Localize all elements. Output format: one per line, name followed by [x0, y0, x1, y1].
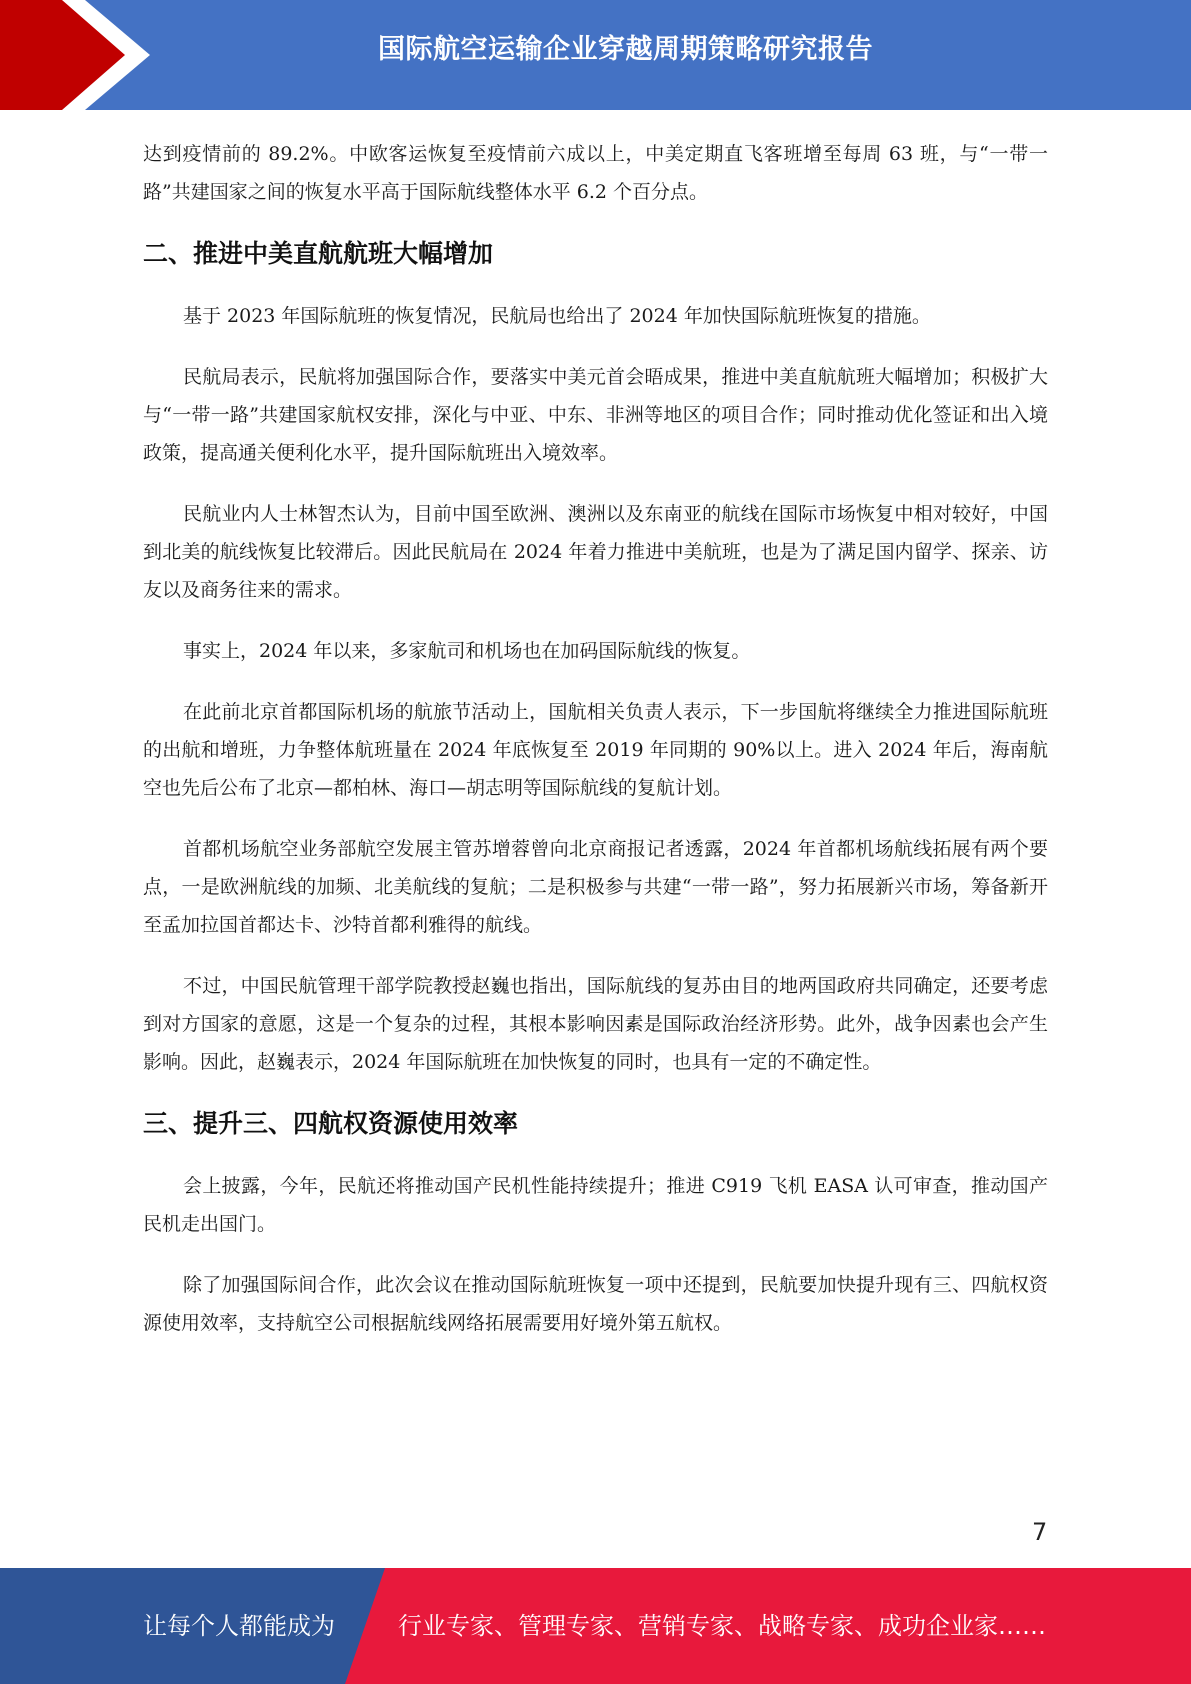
footer-slogan-left: 让每个人都能成为: [143, 1612, 335, 1640]
footer-banner: [0, 1568, 1191, 1684]
body-paragraph: 在此前北京首都国际机场的航旅节活动上，国航相关负责人表示，下一步国航将继续全力推进国际航班的出航和增班，力争整体航班量在 2024 年底恢复至 2019 年同期的 90%以上。进入 2024 年后，海南航空也先后公布了北京—都柏林、海口—胡志明等国际航线的复航计划。: [143, 701, 1048, 799]
body-paragraph: 不过，中国民航管理干部学院教授赵巍也指出，国际航线的复苏由目的地两国政府共同确定，还要考虑到对方国家的意愿，这是一个复杂的过程，其根本影响因素是国际政治经济形势。此外，战争因素也会产生影响。因此，赵巍表示，2024 年国际航班在加快恢复的同时，也具有一定的不确定性。: [143, 975, 1048, 1073]
intro-paragraph: 达到疫情前的 89.2%。中欧客运恢复至疫情前六成以上，中美定期直飞客班增至每周 63 班，与“一带一路”共建国家之间的恢复水平高于国际航线整体水平 6.2 个百分点。: [143, 143, 1048, 203]
report-title: 国际航空运输企业穿越周期策略研究报告: [378, 34, 873, 65]
page-number: 7: [1032, 1518, 1048, 1546]
section-3-title: 三、提升三、四航权资源使用效率: [143, 1109, 519, 1138]
body-paragraph: 基于 2023 年国际航班的恢复情况，民航局也给出了 2024 年加快国际航班恢复的措施。: [183, 305, 931, 327]
body-paragraph: 民航局表示，民航将加强国际合作，要落实中美元首会晤成果，推进中美直航航班大幅增加；积极扩大与“一带一路”共建国家航权安排，深化与中亚、中东、非洲等地区的项目合作；同时推动优化签证和出入境政策，提高通关便利化水平，提升国际航班出入境效率。: [143, 366, 1048, 464]
document-body: [143, 135, 1048, 1342]
body-paragraph: 会上披露，今年，民航还将推动国产民机性能持续提升；推进 C919 飞机 EASA 认可审查，推动国产民机走出国门。: [143, 1175, 1048, 1235]
footer-slogan-right: 行业专家、管理专家、营销专家、战略专家、成功企业家……: [398, 1612, 1046, 1640]
section-2-title: 二、推进中美直航航班大幅增加: [143, 239, 494, 268]
body-paragraph: 除了加强国际间合作，此次会议在推动国际航班恢复一项中还提到，民航要加快提升现有三、四航权资源使用效率，支持航空公司根据航线网络拓展需要用好境外第五航权。: [143, 1274, 1048, 1334]
body-paragraph: 民航业内人士林智杰认为，目前中国至欧洲、澳洲以及东南亚的航线在国际市场恢复中相对较好，中国到北美的航线恢复比较滞后。因此民航局在 2024 年着力推进中美航班，也是为了满足国内留学、探亲、访友以及商务往来的需求。: [143, 503, 1048, 601]
body-paragraph: 事实上，2024 年以来，多家航司和机场也在加码国际航线的恢复。: [183, 640, 751, 662]
header-bar: [0, 0, 1191, 110]
body-paragraph: 首都机场航空业务部航空发展主管苏增蓉曾向北京商报记者透露，2024 年首都机场航线拓展有两个要点，一是欧洲航线的加频、北美航线的复航；二是积极参与共建“一带一路”，努力拓展新兴市场，筹备新开至孟加拉国首都达卡、沙特首都利雅得的航线。: [143, 838, 1048, 936]
